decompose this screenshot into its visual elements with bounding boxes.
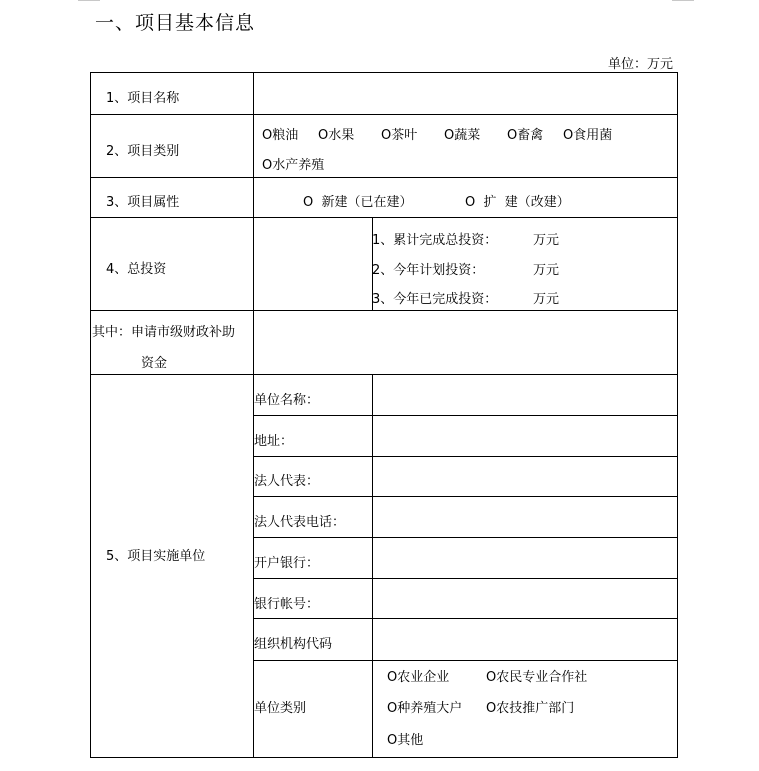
subsidy-label-cont: 资金 [141,356,168,371]
bank-field[interactable] [374,539,676,577]
option-agri-enterprise[interactable]: O农业企业 [387,670,450,685]
project-type-label: 2、项目类别 [106,144,180,159]
org-code-label: 组织机构代码 [254,637,333,652]
option-fruit[interactable]: O水果 [318,128,355,143]
option-extension-dept[interactable]: O农技推广部门 [486,701,575,716]
sub-row-separator [253,618,678,619]
org-code-field[interactable] [374,620,676,659]
column-separator [372,374,373,758]
table-border-top [90,72,678,73]
option-vegetables[interactable]: O蔬菜 [444,128,481,143]
sub-row-separator [253,415,678,416]
implementing-unit-label: 5、项目实施单位 [106,549,206,564]
cumulative-investment-label: 1、累计完成总投资： [372,233,498,248]
legal-rep-phone-field[interactable] [374,498,676,536]
row-separator [90,217,678,218]
legal-rep-field[interactable] [374,458,676,495]
table-border-bottom [90,757,678,758]
sub-row-separator [253,660,678,661]
address-field[interactable] [374,417,676,455]
option-livestock[interactable]: O畜禽 [507,128,544,143]
legal-rep-label: 法人代表： [254,474,320,489]
option-farmer-coop[interactable]: O农民专业合作社 [486,670,588,685]
sub-row-separator [253,456,678,457]
investment-total-field[interactable] [255,219,371,309]
sub-row-separator [253,496,678,497]
option-new-build[interactable]: O 新建（已在建） [303,195,413,210]
unit-name-field[interactable] [374,376,676,414]
planned-investment-unit: 万元 [533,263,560,278]
unit-label: 单位：万元 [607,57,673,72]
row-separator [90,177,678,178]
address-label: 地址： [254,434,294,449]
project-attr-label: 3、项目属性 [106,195,180,210]
sub-row-separator [253,537,678,538]
option-edible-fungi[interactable]: O食用菌 [563,128,613,143]
page-corner-mark-right [672,0,694,1]
section-title: 一、项目基本信息 [95,12,256,34]
sub-row-separator [253,578,678,579]
bank-account-label: 银行帐号： [254,597,320,612]
cumulative-investment-unit: 万元 [533,233,560,248]
bank-label: 开户银行： [254,556,320,571]
subsidy-field[interactable] [255,312,676,373]
row-separator [90,114,678,115]
option-other[interactable]: O其他 [387,733,424,748]
option-expansion[interactable]: O 扩 建（改建） [465,195,570,210]
planned-investment-label: 2、今年计划投资： [372,263,485,278]
unit-name-label: 单位名称： [254,393,320,408]
page-corner-mark-left [78,0,100,1]
legal-rep-phone-label: 法人代表电话： [254,515,346,530]
investment-label: 4、总投资 [106,262,167,277]
column-separator [253,72,254,758]
project-name-label: 1、项目名称 [106,91,180,106]
subsidy-label: 其中：申请市级财政补助 [92,325,236,340]
project-name-field[interactable] [255,74,676,113]
row-separator [90,310,678,311]
option-aquaculture[interactable]: O水产养殖 [262,158,325,173]
completed-investment-unit: 万元 [533,292,560,307]
unit-category-label: 单位类别 [254,701,307,716]
option-tea[interactable]: O茶叶 [381,128,418,143]
completed-investment-label: 3、今年已完成投资： [372,292,498,307]
table-border-left [90,72,91,758]
option-large-farmer[interactable]: O种养殖大户 [387,701,463,716]
bank-account-field[interactable] [374,580,676,617]
row-separator [90,374,678,375]
option-grain-oil[interactable]: O粮油 [262,128,299,143]
